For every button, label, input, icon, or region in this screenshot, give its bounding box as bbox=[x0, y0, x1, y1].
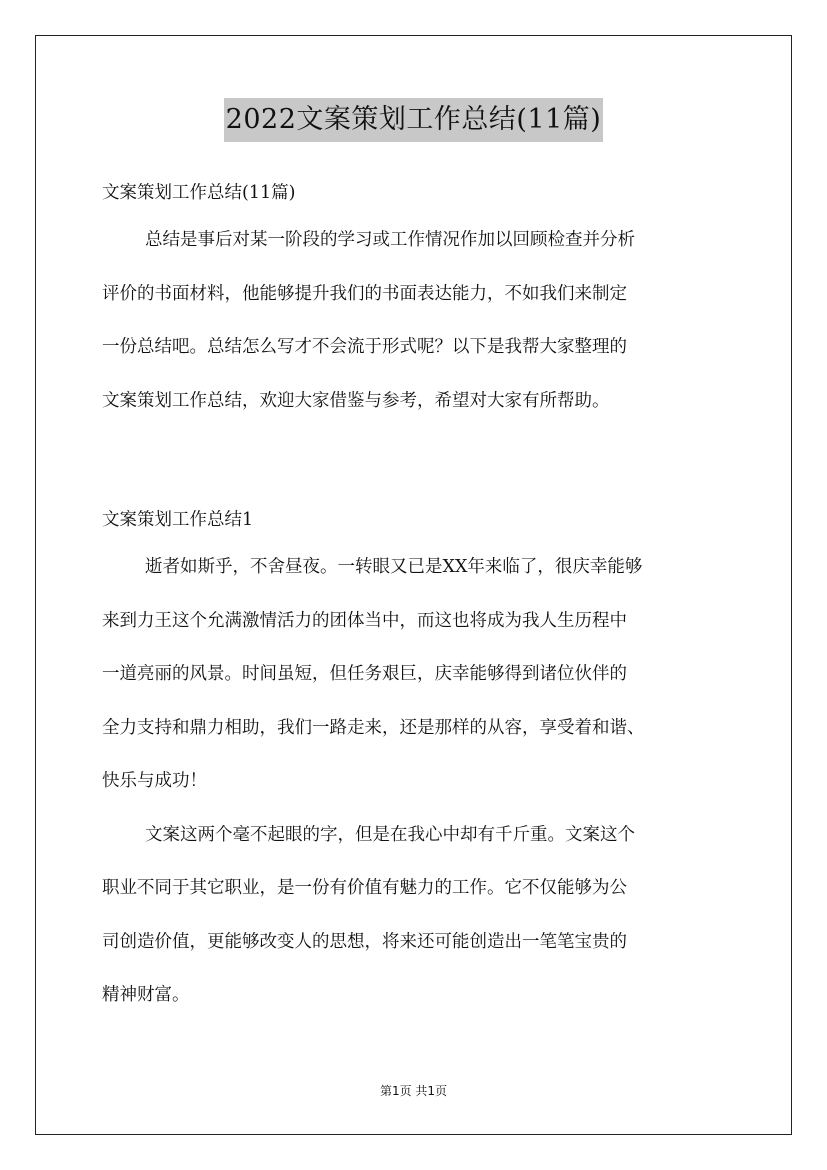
paragraph-line: 评价的书面材料，他能够提升我们的书面表达能力，不如我们来制定 bbox=[102, 283, 627, 304]
section-heading: 文案策划工作总结1 bbox=[102, 510, 254, 530]
section-heading: 文案策划工作总结(11篇) bbox=[102, 183, 296, 203]
paragraph bbox=[102, 809, 730, 1023]
paragraph-line: 文案策划工作总结，欢迎大家借鉴与参考，希望对大家有所帮助。 bbox=[102, 390, 610, 411]
paragraph-line: 一道亮丽的风景。时间虽短，但任务艰巨，庆幸能够得到诸位伙伴的 bbox=[102, 664, 627, 684]
document-title: 2022文案策划工作总结(11篇) bbox=[224, 98, 604, 142]
paragraph-line: 快乐与成功！ bbox=[102, 771, 207, 791]
paragraph-line: 文案这两个毫不起眼的字，但是在我心中却有千斤重。文案这个 bbox=[145, 824, 635, 845]
paragraph-line: 全力支持和鼎力相助，我们一路走来，还是那样的从容，享受着和谐、 bbox=[102, 717, 645, 738]
paragraph-line: 职业不同于其它职业，是一份有价值有魅力的工作。它不仅能够为公 bbox=[102, 878, 627, 898]
paragraph-line: 总结是事后对某一阶段的学习或工作情况作加以回顾检查并分析 bbox=[145, 230, 635, 250]
title-area bbox=[0, 98, 827, 142]
paragraph bbox=[102, 214, 730, 428]
document-body bbox=[102, 172, 730, 1023]
page-footer: 第1页 共1页 bbox=[379, 1084, 448, 1098]
paragraph-line: 精神财富。 bbox=[102, 985, 190, 1005]
paragraph-line: 一份总结吧。总结怎么写才不会流于形式呢？以下是我帮大家整理的 bbox=[102, 337, 627, 357]
paragraph-line: 逝者如斯乎，不舍昼夜。一转眼又已是XX年来临了，很庆幸能够 bbox=[145, 557, 643, 577]
paragraph bbox=[102, 541, 730, 809]
paragraph-line: 司创造价值，更能够改变人的思想，将来还可能创造出一笔笔宝贵的 bbox=[102, 931, 627, 952]
paragraph-line: 来到力王这个允满激情活力的团体当中，而这也将成为我人生历程中 bbox=[102, 610, 627, 631]
section-gap bbox=[102, 428, 730, 499]
